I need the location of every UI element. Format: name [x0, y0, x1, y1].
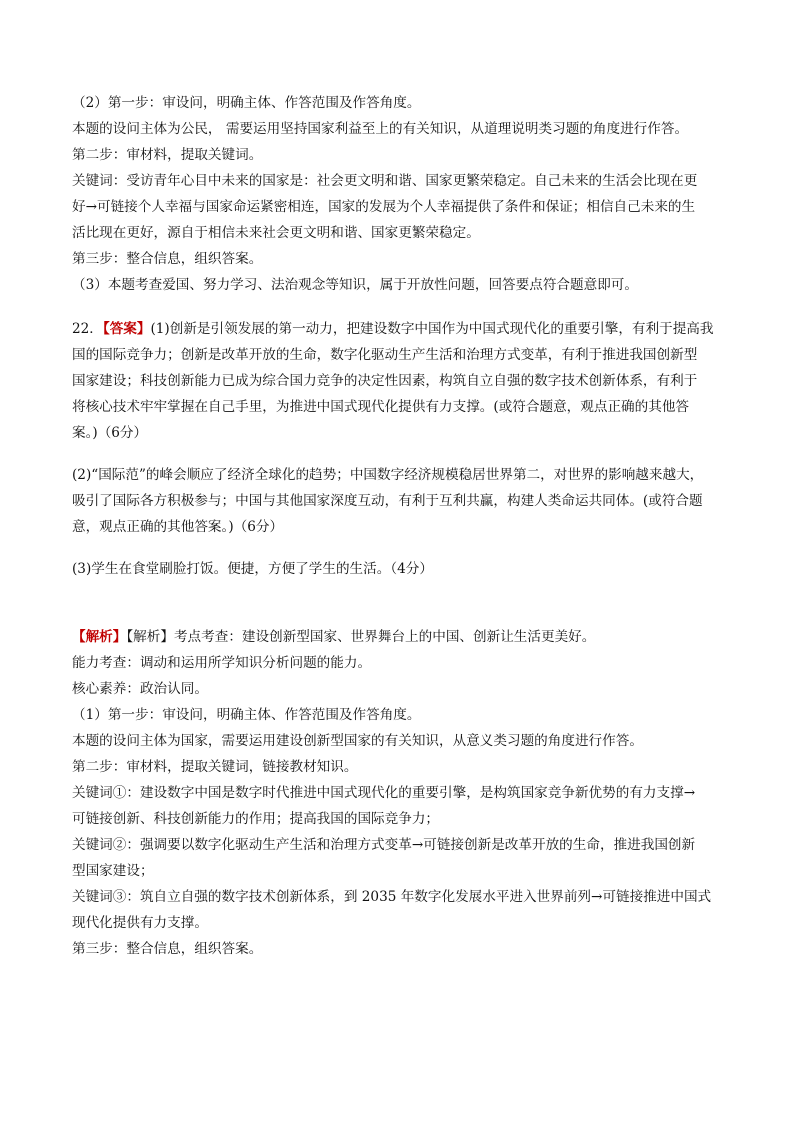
- text-line: 可链接创新、科技创新能力的作用；提高我国的国际竞争力；: [72, 811, 440, 827]
- text-line: 核心素养：政治认同。: [72, 681, 208, 697]
- text-line: 吸引了国际各方积极参与；中国与其他国家深度互动，有利于互利共赢，构建人类命运共同体。(或符合题: [72, 493, 703, 509]
- text-line: 型国家建设；: [72, 863, 154, 879]
- text-line: 活比现在更好，源自于相信未来社会更文明和谐、国家更繁荣稳定。: [72, 225, 480, 241]
- text-line: 关键词：受访青年心目中未来的国家是：社会更文明和谐、国家更繁荣稳定。自己未来的生活会比现在更: [72, 173, 698, 189]
- text-line: 关键词③：筑自立自强的数字技术创新体系，到 2035 年数字化发展水平进入世界前列→可链接推进中国式: [72, 889, 712, 905]
- text-line: （2）第一步：审设问，明确主体、作答范围及作答角度。: [72, 95, 421, 111]
- answer-text: (1)创新是引领发展的第一动力，把建设数字中国作为中国式现代化的重要引擎，有利于提高我: [150, 321, 714, 337]
- document-page: [72, 90, 722, 962]
- text-line: 本题的设问主体为公民， 需要运用坚持国家利益至上的有关知识，从道理说明类习题的角度进行作答。: [72, 121, 689, 137]
- text-line: 关键词①：建设数字中国是数字时代推进中国式现代化的重要引擎，是构筑国家竞争新优势的有力支撑→: [72, 785, 696, 801]
- text-line: (2)“国际范”的峰会顺应了经济全球化的趋势；中国数字经济规模稳居世界第二，对世界的影响越来越大，: [72, 467, 704, 483]
- text-line: 将核心技术牢牢掌握在自己手里，为推进中国式现代化提供有力支撑。(或符合题意，观点正确的其他答: [72, 399, 690, 415]
- answer-tag: 【答案】: [102, 321, 151, 337]
- text-line: 第三步：整合信息，组织答案。: [72, 251, 263, 267]
- text-line: （3）本题考查爱国、努力学习、法治观念等知识，属于开放性问题，回答要点符合题意即可。: [72, 277, 638, 293]
- text-line: 案。)（6分）: [72, 425, 148, 441]
- text-line: 第三步：整合信息，组织答案。: [72, 941, 263, 957]
- text-line: 国家建设；科技创新能力已成为综合国力竞争的决定性因素，构筑自立自强的数字技术创新体系，有利于: [72, 373, 698, 389]
- text-line: 好→可链接个人幸福与国家命运紧密相连，国家的发展为个人幸福提供了条件和保证；相信自己未来的生: [72, 199, 696, 215]
- analysis-text: 【解析】考点考查：建设创新型国家、世界舞台上的中国、创新让生活更美好。: [126, 629, 596, 645]
- text-line: 能力考查：调动和运用所学知识分析问题的能力。: [72, 655, 372, 671]
- text-line: 第二步：审材料，提取关键词，链接教材知识。: [72, 759, 358, 775]
- answer-first-line: [72, 316, 722, 342]
- text-line: 关键词②：强调要以数字化驱动生产生活和治理方式变革→可链接创新是改革开放的生命，推进我国创新: [72, 837, 696, 853]
- analysis-first-line: [72, 624, 722, 650]
- text-line: 意，观点正确的其他答案。)（6分）: [72, 519, 284, 535]
- text-line: 国的国际竞争力；创新是改革开放的生命，数字化驱动生产生活和治理方式变革，有利于推进我国创新型: [72, 347, 698, 363]
- previous-question-analysis: [72, 90, 722, 298]
- question-22-answer: [72, 316, 722, 582]
- analysis-tag: 【解析】: [72, 629, 127, 645]
- text-line: (3)学生在食堂刷脸打饭。便捷，方便了学生的生活。（4分）: [72, 561, 433, 577]
- question-22-analysis: [72, 624, 722, 962]
- text-line: （1）第一步：审设问，明确主体、作答范围及作答角度。: [72, 707, 421, 723]
- text-line: 本题的设问主体为国家，需要运用建设创新型国家的有关知识，从意义类习题的角度进行作答。: [72, 733, 643, 749]
- question-number: 22．: [72, 321, 103, 337]
- text-line: 现代化提供有力支撑。: [72, 915, 208, 931]
- text-line: 第二步：审材料，提取关键词。: [72, 147, 263, 163]
